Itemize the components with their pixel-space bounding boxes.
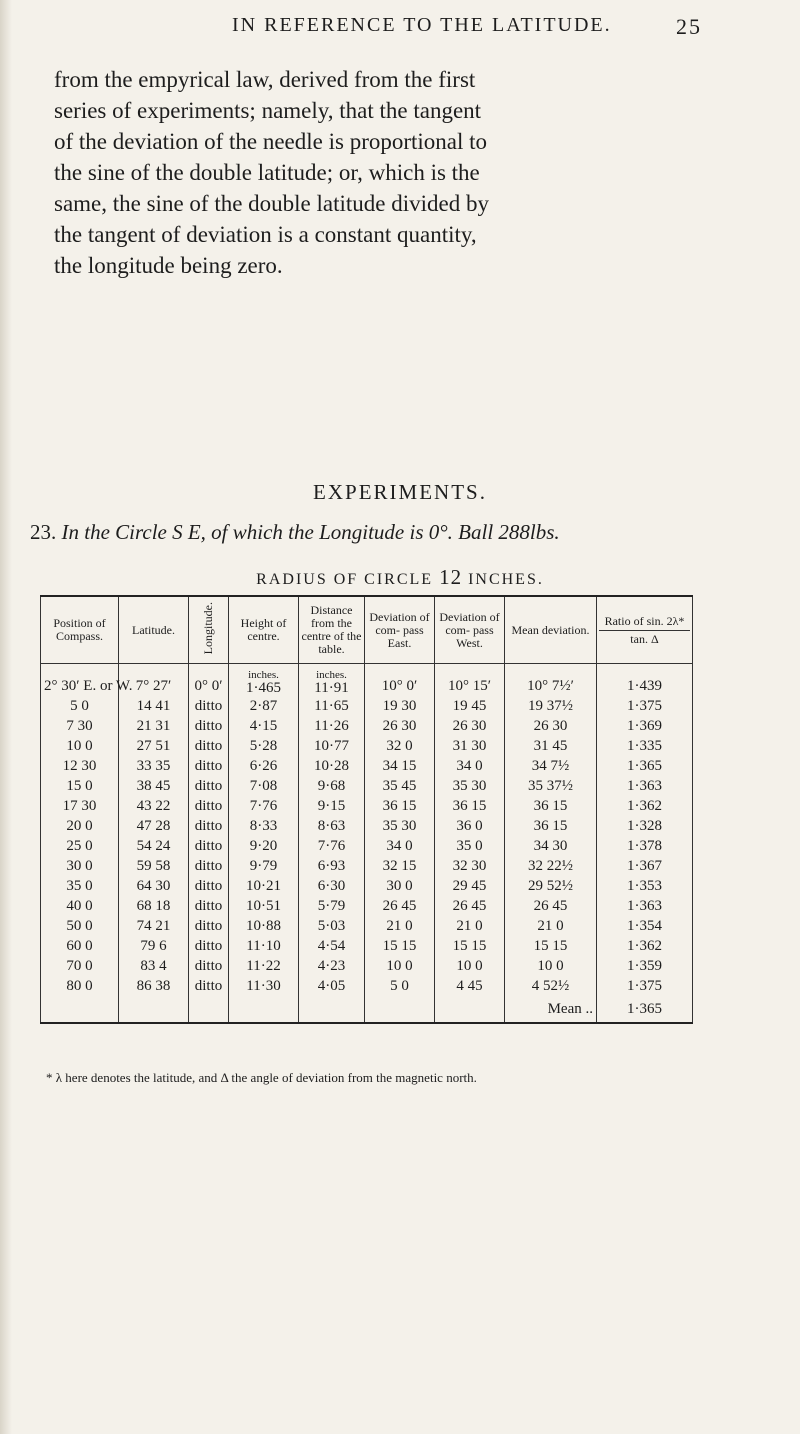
- page-edge-shadow: [0, 0, 12, 1434]
- cell-deviation-east: 26 30: [365, 716, 435, 736]
- cell-deviation-east: 10° 0′: [365, 664, 435, 697]
- cell-ratio: 1·369: [597, 716, 693, 736]
- cell-distance: 4·54: [299, 936, 365, 956]
- cell-deviation-east: 5 0: [365, 976, 435, 996]
- table-row: [41, 716, 693, 736]
- table-row: [41, 776, 693, 796]
- cell-height: 10·51: [229, 896, 299, 916]
- cell-distance: 7·76: [299, 836, 365, 856]
- experiment-title: [30, 520, 790, 545]
- experiment-table: [40, 595, 693, 1024]
- cell-latitude: 83 4: [119, 956, 189, 976]
- table-body: [41, 664, 693, 1024]
- cell-longitude: ditto: [189, 716, 229, 736]
- mean-value: 1·365: [597, 996, 693, 1023]
- table-row: [41, 976, 693, 996]
- running-head: [232, 14, 702, 37]
- cell-deviation-west: 29 45: [435, 876, 505, 896]
- cell-ratio: 1·439: [597, 664, 693, 697]
- cell-latitude: 68 18: [119, 896, 189, 916]
- unit-label: inches.: [316, 668, 347, 681]
- cell-mean: 31 45: [505, 736, 597, 756]
- cell-ratio: 1·378: [597, 836, 693, 856]
- cell-distance: 10·28: [299, 756, 365, 776]
- cell-latitude: 79 6: [119, 936, 189, 956]
- cell-mean: 34 7½: [505, 756, 597, 776]
- header-longitude-label: Longitude.: [201, 602, 215, 655]
- cell-latitude: 54 24: [119, 836, 189, 856]
- cell-value: 11·91: [314, 679, 349, 696]
- header-position: Position of Compass.: [41, 596, 119, 664]
- cell-value: 1·465: [246, 679, 281, 696]
- table-header-row: [41, 596, 693, 664]
- cell-ratio: 1·362: [597, 936, 693, 956]
- cell-height: [229, 664, 299, 697]
- cell-ratio: 1·367: [597, 856, 693, 876]
- cell-mean: 26 45: [505, 896, 597, 916]
- empty-cell: [299, 996, 365, 1023]
- experiment-table-wrapper: [40, 595, 692, 1017]
- cell-distance: 9·15: [299, 796, 365, 816]
- header-longitude: [189, 596, 229, 664]
- cell-distance: 6·30: [299, 876, 365, 896]
- cell-deviation-west: 31 30: [435, 736, 505, 756]
- cell-ratio: 1·359: [597, 956, 693, 976]
- cell-height: 9·79: [229, 856, 299, 876]
- cell-deviation-west: 36 15: [435, 796, 505, 816]
- table-row: [41, 876, 693, 896]
- cell-height: 7·08: [229, 776, 299, 796]
- cell-height: 8·33: [229, 816, 299, 836]
- cell-latitude: 64 30: [119, 876, 189, 896]
- cell-latitude: 27 51: [119, 736, 189, 756]
- paragraph-line: the longitude being zero.: [54, 253, 283, 278]
- cell-deviation-west: 4 45: [435, 976, 505, 996]
- cell-height: 9·20: [229, 836, 299, 856]
- header-height: Height of centre.: [229, 596, 299, 664]
- cell-mean: 29 52½: [505, 876, 597, 896]
- header-distance: Distance from the centre of the table.: [299, 596, 365, 664]
- cell-longitude: 0° 0′: [189, 664, 229, 697]
- running-head-title: IN REFERENCE TO THE LATITUDE.: [232, 14, 612, 36]
- cell-longitude: ditto: [189, 776, 229, 796]
- header-ratio-numerator: Ratio of sin. 2λ*: [599, 615, 690, 631]
- cell-distance: 11·26: [299, 716, 365, 736]
- cell-latitude: 21 31: [119, 716, 189, 736]
- cell-position: 70 0: [41, 956, 119, 976]
- cell-deviation-east: 32 15: [365, 856, 435, 876]
- cell-position: 25 0: [41, 836, 119, 856]
- cell-mean: 15 15: [505, 936, 597, 956]
- cell-position: 2° 30′ E. or W.: [41, 664, 119, 697]
- cell-longitude: ditto: [189, 916, 229, 936]
- cell-ratio: 1·375: [597, 696, 693, 716]
- cell-ratio: 1·363: [597, 776, 693, 796]
- cell-ratio: 1·362: [597, 796, 693, 816]
- cell-deviation-west: 19 45: [435, 696, 505, 716]
- cell-deviation-west: 21 0: [435, 916, 505, 936]
- cell-longitude: ditto: [189, 756, 229, 776]
- cell-position: 10 0: [41, 736, 119, 756]
- cell-height: 2·87: [229, 696, 299, 716]
- cell-mean: 10° 7½′: [505, 664, 597, 697]
- experiment-number: 23.: [30, 520, 57, 544]
- cell-longitude: ditto: [189, 896, 229, 916]
- cell-position: 60 0: [41, 936, 119, 956]
- cell-height: 7·76: [229, 796, 299, 816]
- cell-ratio: 1·365: [597, 756, 693, 776]
- cell-ratio: 1·328: [597, 816, 693, 836]
- cell-height: 5·28: [229, 736, 299, 756]
- cell-latitude: 47 28: [119, 816, 189, 836]
- cell-longitude: ditto: [189, 796, 229, 816]
- cell-latitude: 43 22: [119, 796, 189, 816]
- cell-distance: 11·65: [299, 696, 365, 716]
- cell-deviation-west: 10 0: [435, 956, 505, 976]
- cell-position: 50 0: [41, 916, 119, 936]
- empty-cell: [189, 996, 229, 1023]
- cell-mean: 10 0: [505, 956, 597, 976]
- empty-cell: [229, 996, 299, 1023]
- cell-distance: 5·03: [299, 916, 365, 936]
- table-row: [41, 956, 693, 976]
- cell-distance: 4·05: [299, 976, 365, 996]
- header-ratio: [597, 596, 693, 664]
- cell-mean: 34 30: [505, 836, 597, 856]
- cell-latitude: 86 38: [119, 976, 189, 996]
- table-row: [41, 796, 693, 816]
- cell-mean: 4 52½: [505, 976, 597, 996]
- table-row: [41, 836, 693, 856]
- cell-latitude: 33 35: [119, 756, 189, 776]
- cell-deviation-east: 26 45: [365, 896, 435, 916]
- section-heading: EXPERIMENTS.: [313, 480, 487, 504]
- cell-position: 12 30: [41, 756, 119, 776]
- cell-longitude: ditto: [189, 956, 229, 976]
- cell-latitude: 59 58: [119, 856, 189, 876]
- cell-deviation-east: 30 0: [365, 876, 435, 896]
- cell-longitude: ditto: [189, 876, 229, 896]
- cell-mean: 21 0: [505, 916, 597, 936]
- cell-deviation-west: 26 30: [435, 716, 505, 736]
- radius-value: 12: [439, 565, 463, 589]
- cell-deviation-west: 35 0: [435, 836, 505, 856]
- cell-height: 6·26: [229, 756, 299, 776]
- cell-distance: 5·79: [299, 896, 365, 916]
- cell-deviation-east: 34 0: [365, 836, 435, 856]
- cell-latitude: 74 21: [119, 916, 189, 936]
- unit-label: inches.: [248, 668, 279, 681]
- radius-prefix: RADIUS OF CIRCLE: [256, 571, 434, 588]
- paragraph-line: from the empyrical law, derived from the first: [54, 67, 476, 92]
- cell-deviation-east: 34 15: [365, 756, 435, 776]
- empty-cell: [365, 996, 435, 1023]
- cell-deviation-west: 26 45: [435, 896, 505, 916]
- cell-height: 11·22: [229, 956, 299, 976]
- paragraph-line: the tangent of deviation is a constant quantity,: [54, 222, 477, 247]
- cell-deviation-east: 21 0: [365, 916, 435, 936]
- cell-mean: 19 37½: [505, 696, 597, 716]
- paragraph-line: of the deviation of the needle is proportional to: [54, 129, 488, 154]
- cell-position: 7 30: [41, 716, 119, 736]
- empty-cell: [41, 996, 119, 1023]
- table-row: [41, 756, 693, 776]
- cell-mean: 36 15: [505, 796, 597, 816]
- cell-height: 11·30: [229, 976, 299, 996]
- paragraph-line: same, the sine of the double latitude divided by: [54, 191, 489, 216]
- cell-ratio: 1·363: [597, 896, 693, 916]
- table-row: [41, 696, 693, 716]
- table-row: [41, 736, 693, 756]
- cell-deviation-east: 19 30: [365, 696, 435, 716]
- cell-distance: 6·93: [299, 856, 365, 876]
- cell-position: 15 0: [41, 776, 119, 796]
- page-number: 25: [676, 14, 702, 39]
- cell-deviation-east: 35 30: [365, 816, 435, 836]
- header-mean-deviation: Mean deviation.: [505, 596, 597, 664]
- cell-position: 40 0: [41, 896, 119, 916]
- table-row: [41, 916, 693, 936]
- cell-distance: [299, 664, 365, 697]
- empty-cell: [119, 996, 189, 1023]
- cell-ratio: 1·354: [597, 916, 693, 936]
- cell-height: 4·15: [229, 716, 299, 736]
- cell-position: 35 0: [41, 876, 119, 896]
- cell-distance: 10·77: [299, 736, 365, 756]
- cell-position: 80 0: [41, 976, 119, 996]
- cell-latitude: 14 41: [119, 696, 189, 716]
- cell-longitude: ditto: [189, 696, 229, 716]
- cell-deviation-east: 10 0: [365, 956, 435, 976]
- cell-height: 11·10: [229, 936, 299, 956]
- radius-caption: [0, 565, 800, 590]
- cell-longitude: ditto: [189, 736, 229, 756]
- cell-ratio: 1·375: [597, 976, 693, 996]
- cell-ratio: 1·335: [597, 736, 693, 756]
- header-latitude: Latitude.: [119, 596, 189, 664]
- cell-height: 10·88: [229, 916, 299, 936]
- cell-height: 10·21: [229, 876, 299, 896]
- header-deviation-east: Deviation of com- pass East.: [365, 596, 435, 664]
- cell-deviation-west: 36 0: [435, 816, 505, 836]
- paragraph-line: series of experiments; namely, that the tangent: [54, 98, 482, 123]
- cell-mean: 36 15: [505, 816, 597, 836]
- header-deviation-west: Deviation of com- pass West.: [435, 596, 505, 664]
- cell-position: 20 0: [41, 816, 119, 836]
- cell-longitude: ditto: [189, 976, 229, 996]
- radius-suffix: INCHES.: [468, 571, 544, 588]
- cell-latitude: 7° 27′: [119, 664, 189, 697]
- table-row: [41, 936, 693, 956]
- cell-deviation-east: 32 0: [365, 736, 435, 756]
- cell-deviation-west: 34 0: [435, 756, 505, 776]
- cell-distance: 8·63: [299, 816, 365, 836]
- cell-deviation-east: 15 15: [365, 936, 435, 956]
- cell-deviation-west: 10° 15′: [435, 664, 505, 697]
- intro-paragraph: [54, 64, 704, 281]
- cell-distance: 4·23: [299, 956, 365, 976]
- header-ratio-denominator: tan. Δ: [630, 631, 659, 646]
- cell-latitude: 38 45: [119, 776, 189, 796]
- cell-deviation-west: 15 15: [435, 936, 505, 956]
- mean-label: Mean ..: [505, 996, 597, 1023]
- cell-longitude: ditto: [189, 816, 229, 836]
- cell-deviation-east: 35 45: [365, 776, 435, 796]
- cell-mean: 32 22½: [505, 856, 597, 876]
- cell-ratio: 1·353: [597, 876, 693, 896]
- cell-deviation-east: 36 15: [365, 796, 435, 816]
- table-row: [41, 896, 693, 916]
- table-row: [41, 664, 693, 697]
- cell-deviation-west: 35 30: [435, 776, 505, 796]
- empty-cell: [435, 996, 505, 1023]
- paragraph-line: the sine of the double latitude; or, which is the: [54, 160, 480, 185]
- experiment-description: In the Circle S E, of which the Longitude is 0°. Ball 288lbs.: [61, 520, 560, 544]
- table-row: [41, 856, 693, 876]
- cell-deviation-west: 32 30: [435, 856, 505, 876]
- footnote: * λ here denotes the latitude, and Δ the angle of deviation from the magnetic north.: [46, 1070, 477, 1085]
- cell-position: 5 0: [41, 696, 119, 716]
- cell-mean: 35 37½: [505, 776, 597, 796]
- cell-longitude: ditto: [189, 856, 229, 876]
- mean-row: [41, 996, 693, 1023]
- cell-longitude: ditto: [189, 836, 229, 856]
- cell-distance: 9·68: [299, 776, 365, 796]
- cell-mean: 26 30: [505, 716, 597, 736]
- cell-position: 30 0: [41, 856, 119, 876]
- table-row: [41, 816, 693, 836]
- cell-position: 17 30: [41, 796, 119, 816]
- cell-longitude: ditto: [189, 936, 229, 956]
